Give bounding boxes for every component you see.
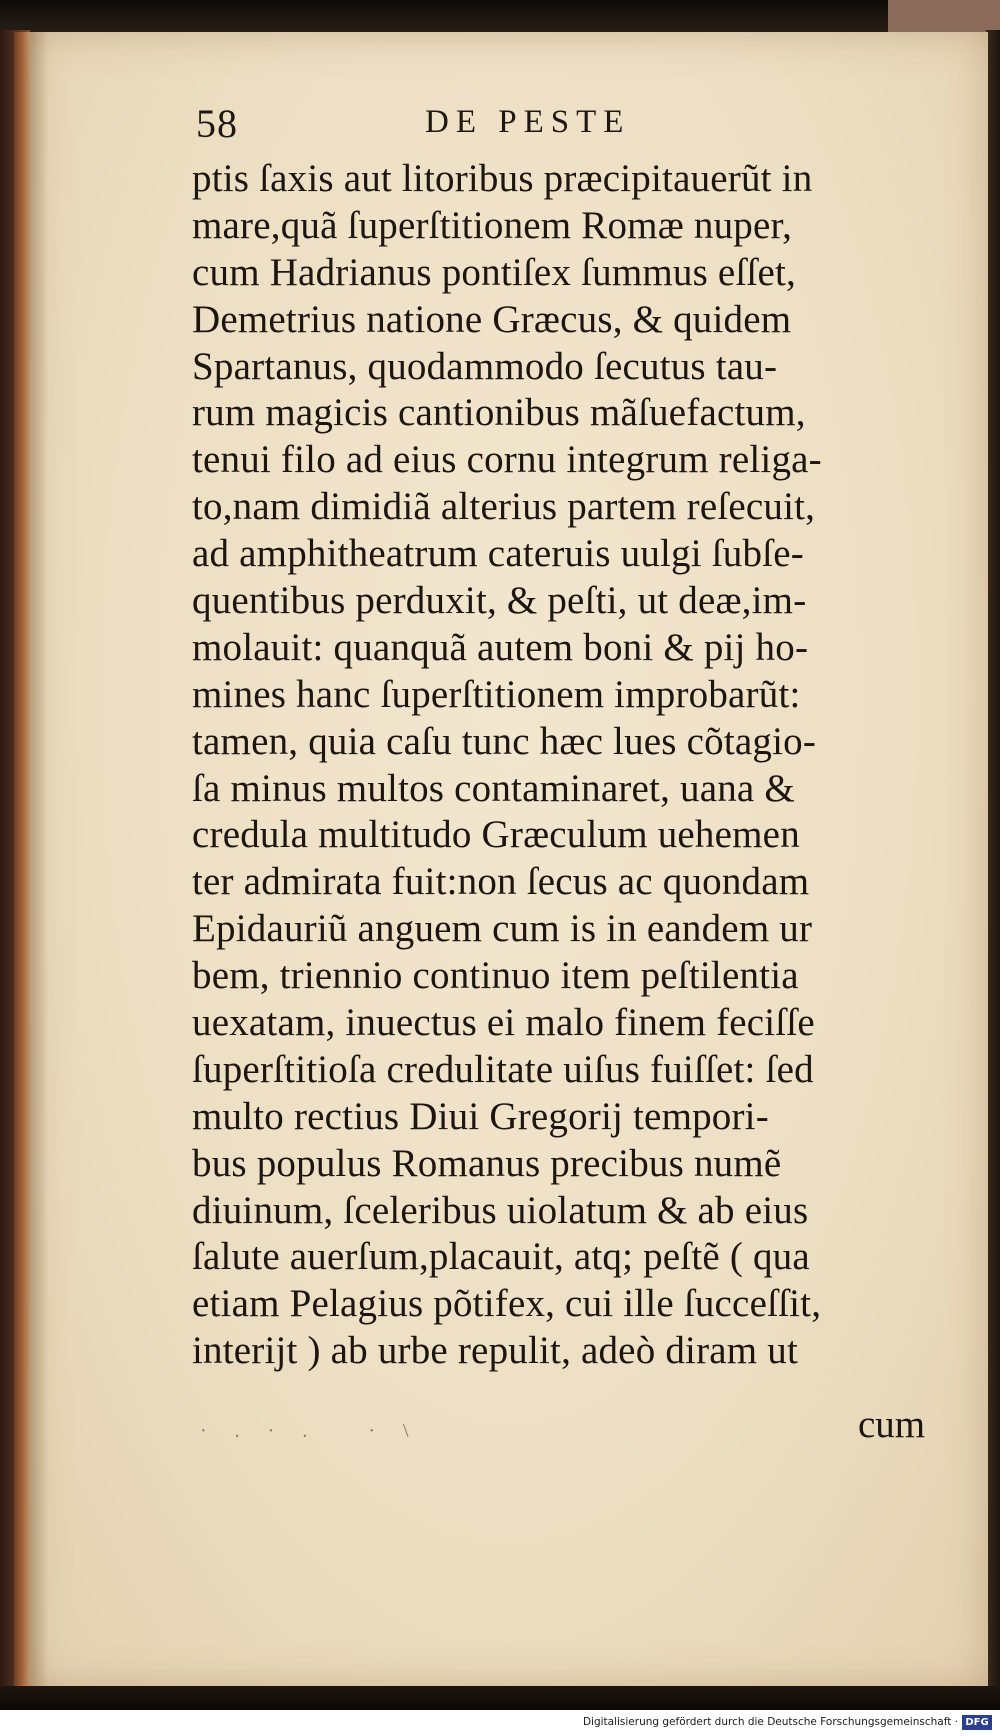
funding-credit: Digitalisierung gefördert durch die Deutsche Forschungsgemeinschaft · [582, 1716, 958, 1728]
text-line: uexatam, inuectus ei malo finem feciſſe [192, 1001, 815, 1045]
text-line: ſalute auerſum,placauit, atq; peſtẽ ( qua [192, 1235, 810, 1279]
text-line: credula multitudo Græculum uehemen [192, 813, 800, 857]
text-line: tenui filo ad eius cornu integrum religa- [192, 438, 822, 482]
text-line: Spartanus, quodammodo ſecutus tau- [192, 344, 778, 388]
text-line: ſa minus multos contaminaret, uana & [192, 766, 795, 810]
text-line: bus populus Romanus precibus numẽ [192, 1141, 782, 1185]
page-gutter-shade [30, 32, 48, 1688]
text-line: mare,quã ſuperſtitionem Romæ nuper, [192, 203, 793, 247]
text-line: ptis ſaxis aut litoribus præcipitauerũt in [192, 157, 813, 200]
scan-corner [888, 0, 1000, 36]
running-title: DE PESTE [425, 104, 631, 140]
paper-specks: ·.·. ·\ [200, 1420, 437, 1442]
scan-top-shadow [0, 0, 1000, 36]
running-head [190, 100, 750, 150]
text-line: interijt ) ab urbe repulit, adeò diram ut [192, 1329, 798, 1373]
dfg-logo: DFG [962, 1715, 992, 1730]
catchword: cum [858, 1403, 926, 1446]
scan-right-shadow [986, 30, 1000, 1690]
scan-bottom-shadow [0, 1686, 1000, 1710]
text-line: rum magicis cantionibus mãſuefactum, [192, 391, 806, 435]
text-line: tamen, quia caſu tunc hæc lues cõtagio- [192, 719, 817, 763]
body-text [192, 156, 942, 1375]
text-line: diuinum, ſceleribus uiolatum & ab eius [192, 1188, 809, 1232]
text-line: to,nam dimidiã alterius partem reſecuit, [192, 485, 816, 529]
text-line: mines hanc ſuperſtitionem improbarũt: [192, 672, 801, 716]
text-line: Epidauriũ anguem cum is in eandem ur [192, 907, 813, 951]
text-line: molauit: quanquã autem boni & pij ho- [192, 625, 809, 669]
text-line: Demetrius natione Græcus, & quidem [192, 297, 792, 341]
text-line: ad amphitheatrum cateruis uulgi ſubſe- [192, 532, 804, 576]
text-line: multo rectius Diui Gregorij tempori- [192, 1094, 769, 1138]
text-line: ter admirata fuit:non ſecus ac quondam [192, 860, 810, 904]
text-line: bem, triennio continuo item peſtilentia [192, 954, 799, 998]
text-line: etiam Pelagius põtifex, cui ille ſucceſſit, [192, 1282, 822, 1326]
text-line: cum Hadrianus pontiſex ſummus eſſet, [192, 250, 797, 294]
page-number: 58 [196, 101, 238, 146]
text-line: ſuperſtitioſa credulitate uiſus fuiſſet: ſed [192, 1047, 814, 1091]
text-line: quentibus perduxit, & peſti, ut deæ,im- [192, 579, 807, 623]
